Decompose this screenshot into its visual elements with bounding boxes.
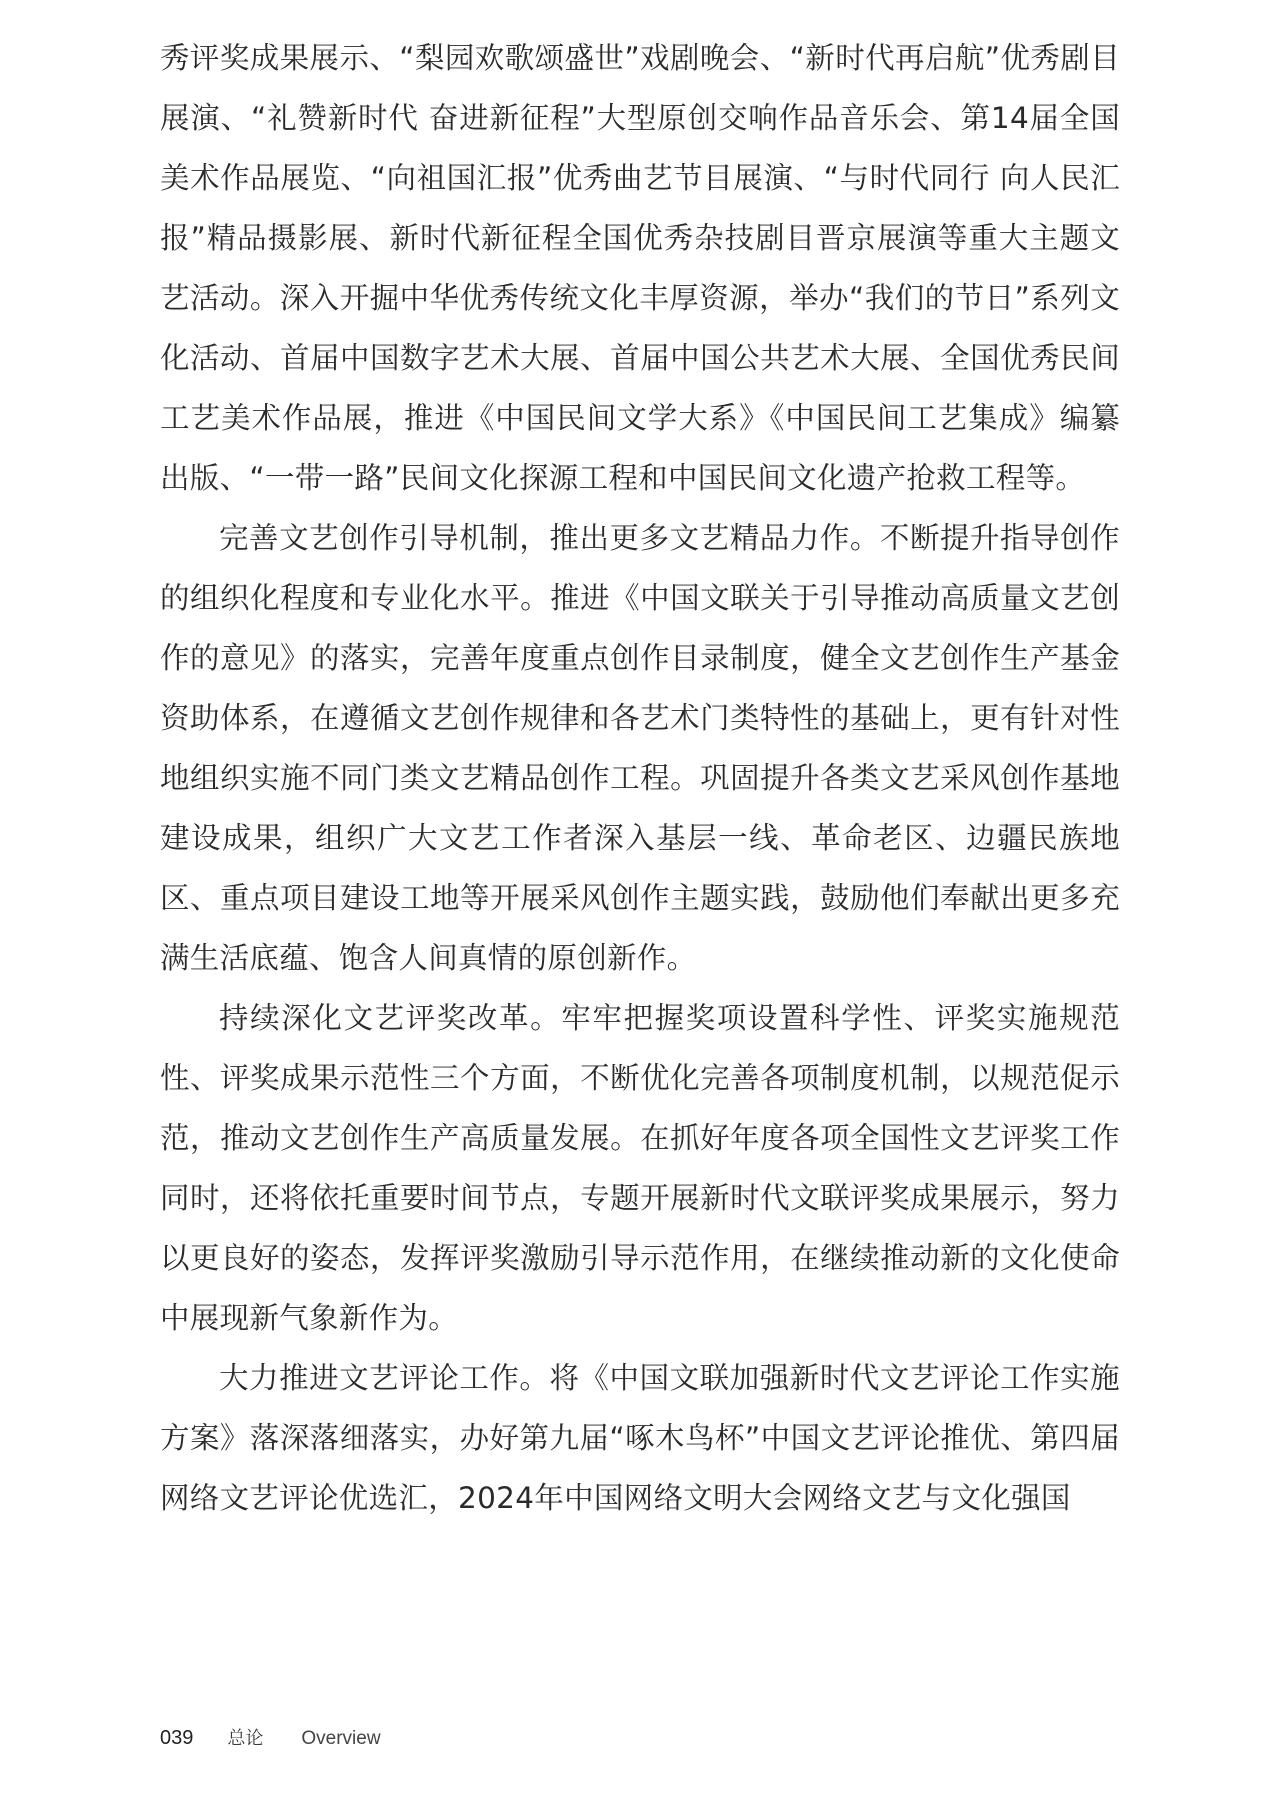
page-number: 039 — [160, 1727, 194, 1749]
body-text — [160, 28, 1120, 1528]
paragraph-creation-guidance: 完善文艺创作引导机制，推出更多文艺精品力作。不断提升指导创作的组织化程度和专业化水平。推进《中国文联关于引导推动高质量文艺创作的意见》的落实，完善年度重点创作目录制度，健全文艺创作生产基金资助体系，在遵循文艺创作规律和各艺术门类特性的基础上，更有针对性地组织实施不同门类文艺精品创作工程。巩固提升各类文艺采风创作基地建设成果，组织广大文艺工作者深入基层一线、革命老区、边疆民族地区、重点项目建设工地等开展采风创作主题实践，鼓励他们奉献出更多充满生活底蕴、饱含人间真情的原创新作。 — [160, 521, 1120, 975]
paragraph-award-reform: 持续深化文艺评奖改革。牢牢把握奖项设置科学性、评奖实施规范性、评奖成果示范性三个方面，不断优化完善各项制度机制，以规范促示范，推动文艺创作生产高质量发展。在抓好年度各项全国性文艺评奖工作同时，还将依托重要时间节点，专题开展新时代文联评奖成果展示，努力以更良好的姿态，发挥评奖激励引导示范作用，在继续推动新的文化使命中展现新气象新作为。 — [160, 1001, 1120, 1335]
page-footer — [160, 1724, 381, 1754]
document-page — [160, 0, 1120, 1810]
paragraph-art-criticism: 大力推进文艺评论工作。将《中国文联加强新时代文艺评论工作实施方案》落深落细落实，办好第九届“啄木鸟杯”中国文艺评论推优、第四届网络文艺评论优选汇，2024年中国网络文明大会网络文艺与文化强国 — [160, 1361, 1120, 1515]
paragraph-continuation: 秀评奖成果展示、“梨园欢歌颂盛世”戏剧晚会、“新时代再启航”优秀剧目展演、“礼赞新时代 奋进新征程”大型原创交响作品音乐会、第14届全国美术作品展览、“向祖国汇报”优秀曲艺节目展演、“与时代同行 向人民汇报”精品摄影展、新时代新征程全国优秀杂技剧目晋京展演等重大主题文艺活动。深入开掘中华优秀传统文化丰厚资源，举办“我们的节日”系列文化活动、首届中国数字艺术大展、首届中国公共艺术大展、全国优秀民间工艺美术作品展，推进《中国民间文学大系》《中国民间工艺集成》编纂出版、“一带一路”民间文化探源工程和中国民间文化遗产抢救工程等。 — [160, 41, 1120, 495]
section-title-en: Overview — [301, 1728, 381, 1749]
section-title-cn: 总论 — [227, 1728, 264, 1749]
